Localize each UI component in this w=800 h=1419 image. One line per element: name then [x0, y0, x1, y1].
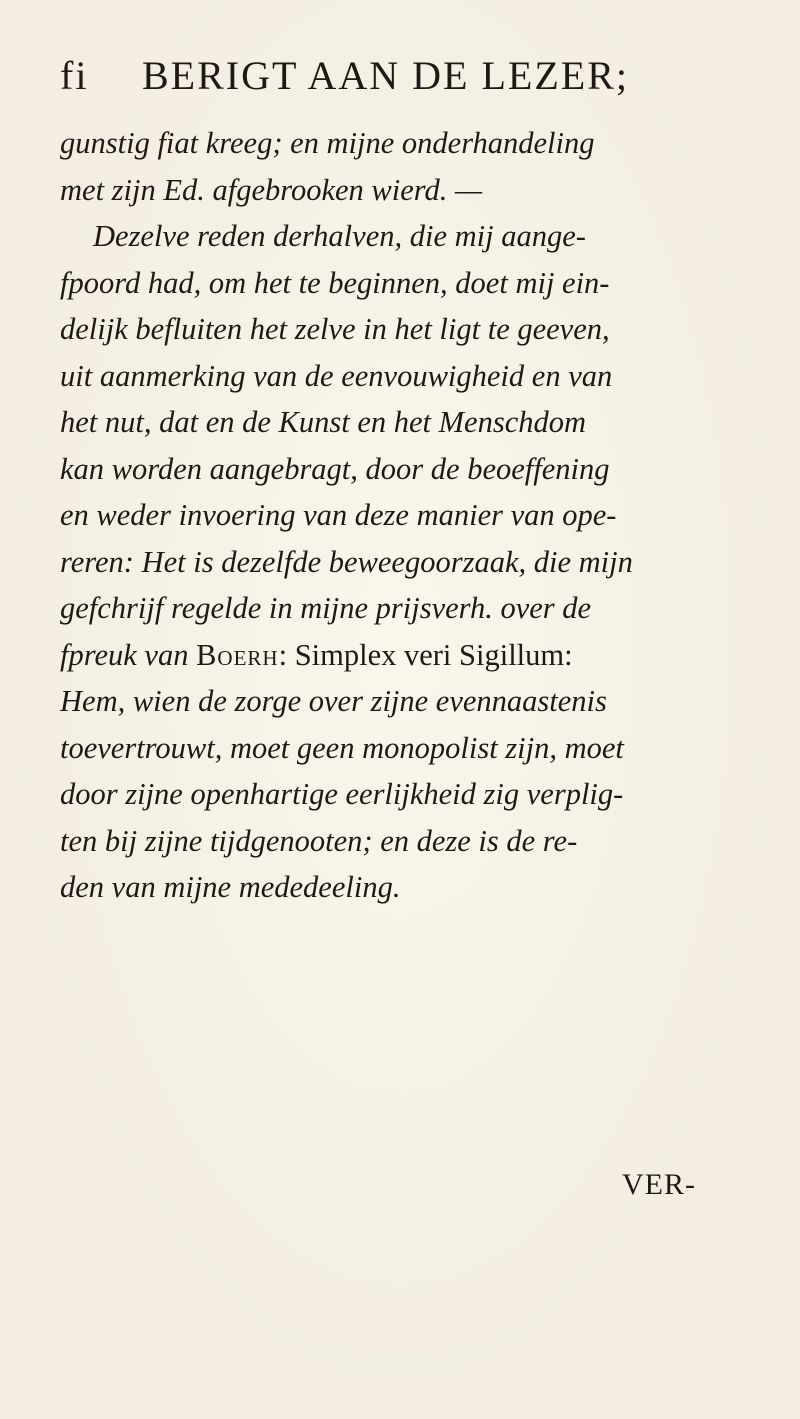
text-line: delijk befluiten het zelve in het ligt te geeven, — [60, 312, 610, 346]
text-line: den van mijne mededeeling. — [60, 870, 401, 904]
page-header — [60, 52, 750, 112]
text-line: ten bij zijne tijdgenooten; en deze is de re- — [60, 823, 578, 858]
text-line: en weder invoering van deze manier van ope- — [60, 498, 617, 532]
text-line: het nut, dat en de Kunst en het Menschdom — [60, 405, 587, 439]
text-line: reren: Het is dezelfde beweegoorzaak, die mijn — [60, 544, 633, 579]
motto-intro: fpreuk van — [60, 637, 197, 672]
motto-text: : Simplex veri Sigillum: — [278, 637, 573, 672]
text-line: gefchrijf regelde in mijne prijsverh. over de — [60, 591, 592, 625]
author-name: Boerh — [196, 637, 279, 672]
text-line: toevertrouwt, moet geen monopolist zijn, moet — [60, 730, 624, 765]
page-number: fi — [60, 53, 89, 98]
text-line: uit aanmerking van de eenvouwigheid en van — [60, 358, 613, 393]
body-text — [60, 120, 750, 911]
text-line: met zijn Ed. afgebrooken wierd. — — [60, 172, 483, 207]
text-line: fpoord had, om het te beginnen, doet mij ein- — [60, 265, 610, 300]
text-line: Hem, wien de zorge over zijne evennaastenis — [60, 684, 607, 718]
catchword: VER- — [622, 1168, 696, 1201]
text-line: Dezelve reden derhalven, die mij aange- — [93, 219, 586, 253]
running-title: BERIGT AAN DE LEZER; — [142, 53, 630, 98]
text-line: door zijne openhartige eerlijkheid zig verplig- — [60, 777, 624, 811]
text-line: kan worden aangebragt, door de beoeffening — [60, 451, 610, 486]
text-line-motto — [60, 632, 750, 679]
text-line: gunstig fiat kreeg; en mijne onderhandeling — [60, 126, 595, 160]
